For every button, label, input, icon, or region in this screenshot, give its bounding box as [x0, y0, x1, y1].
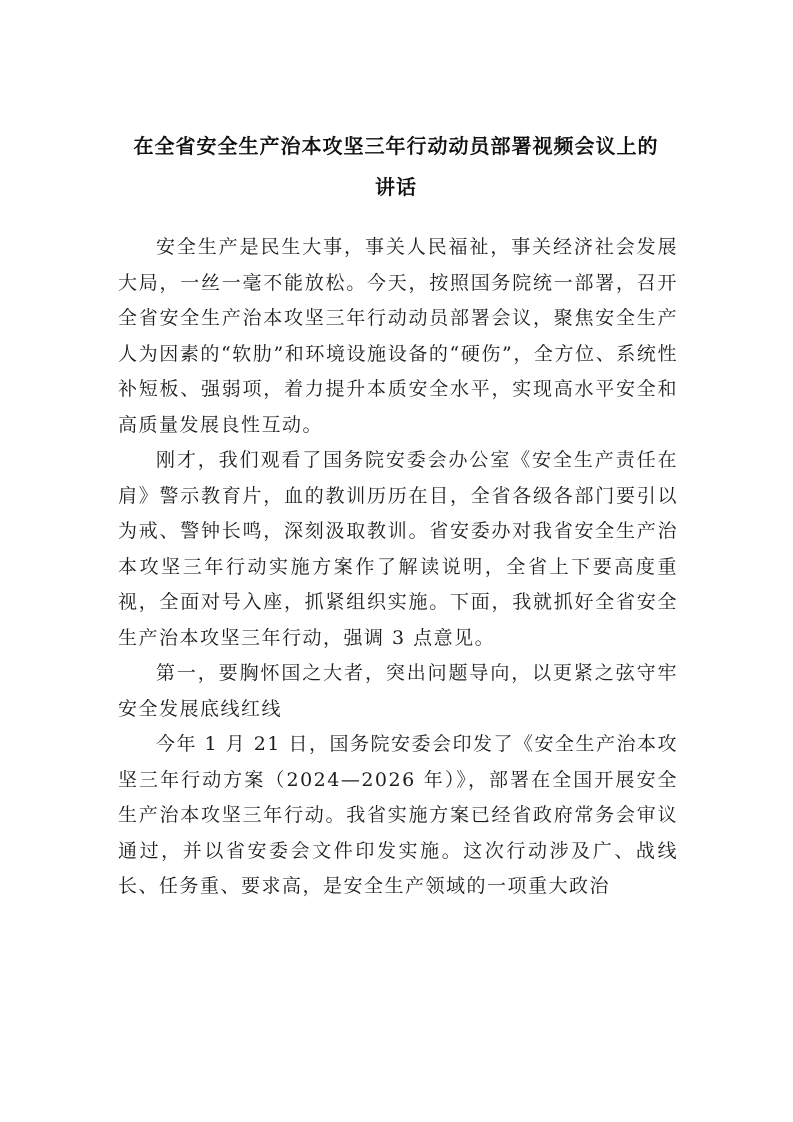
title-line-2: 讲话 [375, 175, 417, 199]
paragraph-first-point-heading: 第一，要胸怀国之大者，突出问题导向，以更紧之弦守牢安全发展底线红线 [118, 662, 678, 720]
document-body [118, 230, 678, 905]
paragraph-first-point-body: 今年 1 月 21 日，国务院安委会印发了《安全生产治本攻坚三年行动方案（2024—2026 年）》，部署在全国开展安全生产治本攻坚三年行动。我省实施方案已经省政府常务会审议通过，并以省安委会文件印发实施。这次行动涉及广、战线长、任务重、要求高，是安全生产领域的一项重大政治 [118, 733, 678, 897]
title-line-1: 在全省安全生产治本攻坚三年行动动员部署视频会议上的 [133, 134, 659, 158]
paragraph-intro: 安全生产是民生大事，事关人民福祉，事关经济社会发展大局，一丝一毫不能放松。今天，按照国务院统一部署，召开全省安全生产治本攻坚三年行动动员部署会议，聚焦安全生产人为因素的“软肋”和环境设施设备的“硬伤”，全方位、系统性补短板、强弱项，着力提升本质安全水平，实现高水平安全和高质量发展良性互动。 [118, 236, 678, 436]
paragraph-context: 刚才，我们观看了国务院安委会办公室《安全生产责任在肩》警示教育片，血的教训历历在目，全省各级各部门要引以为戒、警钟长鸣，深刻汲取教训。省安委办对我省安全生产治本攻坚三年行动实施方案作了解读说明，全省上下要高度重视，全面对号入座，抓紧组织实施。下面，我就抓好全省安全生产治本攻坚三年行动，强调 3 点意见。 [118, 449, 678, 649]
document-title [118, 126, 674, 208]
